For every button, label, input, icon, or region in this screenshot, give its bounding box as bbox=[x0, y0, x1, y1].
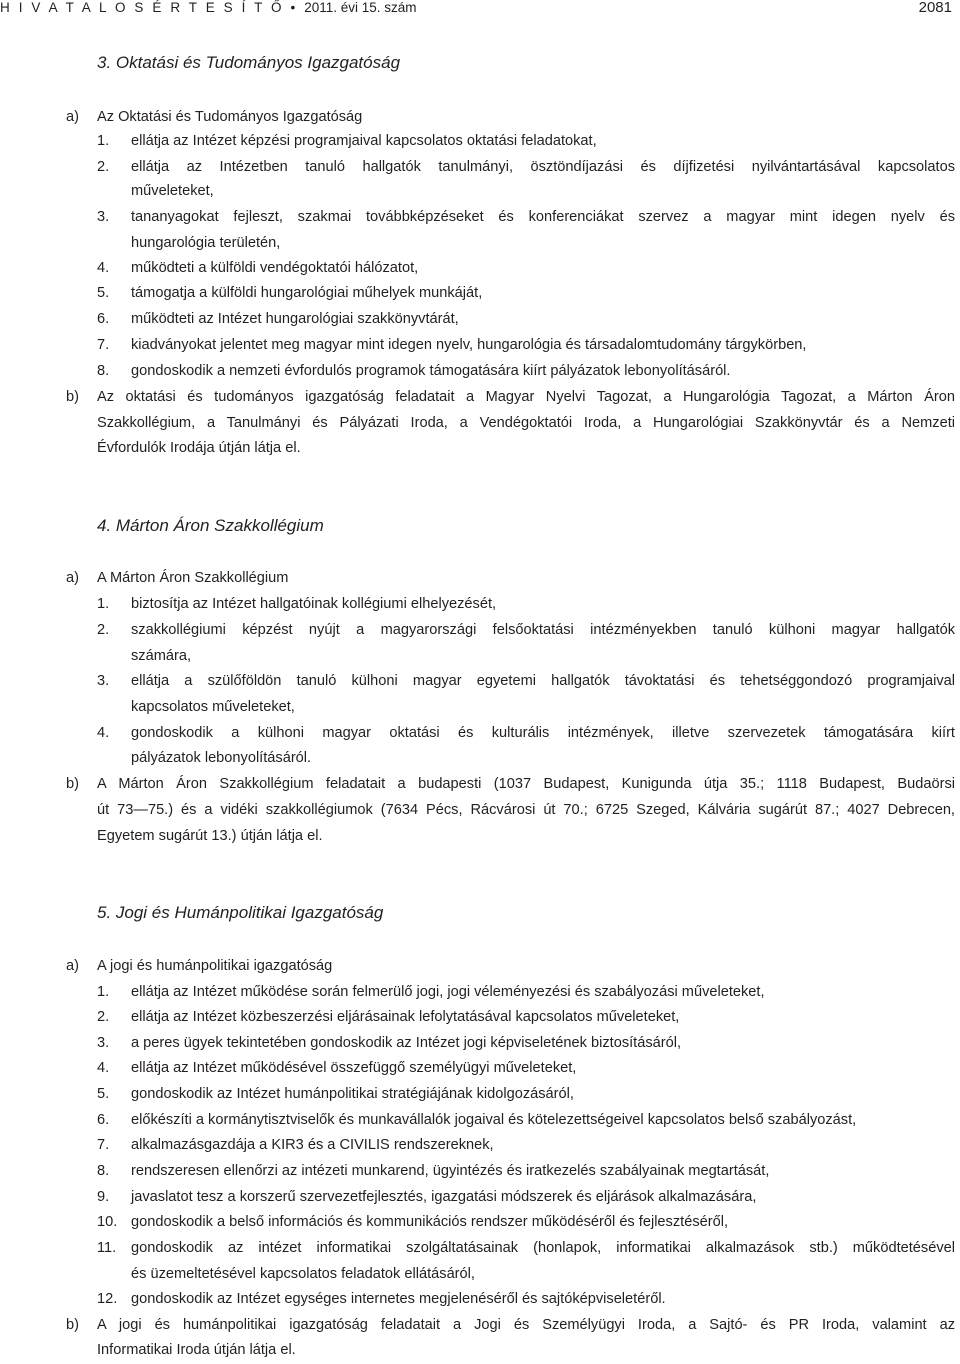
subsection-b-paragraph: b) Az oktatási és tudományos igazgatóság feladatait a Magyar Nyelvi Tagozat, a Hungarológia Tagozat, a Márton Áron bbox=[66, 389, 955, 405]
list-item: 1. ellátja az Intézet képzési programjaival kapcsolatos oktatási feladatokat, bbox=[97, 133, 597, 149]
list-item: 2. ellátja az Intézetben tanuló hallgatók tanulmányi, ösztöndíjazási és díjfizetési nyilvántartásával kapcsolatos bbox=[97, 159, 955, 175]
running-header bbox=[0, 0, 954, 16]
paragraph-continuation: Évfordulók Irodája útján látja el. bbox=[97, 440, 301, 456]
subsection-b-paragraph: b) A Márton Áron Szakkollégium feladatait a budapesti (1037 Budapest, Kunigunda útja 35.; 1118 Budapest, Budaörsi bbox=[66, 776, 955, 792]
paragraph-continuation: Egyetem sugárút 13.) útján látja el. bbox=[97, 828, 323, 844]
list-item: 12. gondoskodik az Intézet egységes internetes megjelenéséről és sajtóképviseletéről. bbox=[97, 1291, 666, 1307]
list-item: 9. javaslatot tesz a korszerű szervezetfejlesztés, igazgatási módszerek és eljárások alkalmazására, bbox=[97, 1189, 757, 1205]
list-item: 3. ellátja a szülőföldön tanuló külhoni magyar egyetemi hallgatók távoktatási és tehetséggondozó programjaival bbox=[97, 673, 955, 689]
list-item: 6. működteti az Intézet hungarológiai szakkönyvtárát, bbox=[97, 311, 459, 327]
list-item-continuation: számára, bbox=[131, 648, 192, 664]
paragraph-continuation: út 73—75.) és a vidéki szakkollégiumok (7634 Pécs, Rácvárosi út 70.; 6725 Szeged, Kálvária sugárút 87.; 4027 Debrecen, bbox=[97, 802, 955, 818]
list-item: 11. gondoskodik az intézet informatikai szolgáltatásainak (honlapok, informatikai alkalmazások stb.) működtetésével bbox=[97, 1240, 955, 1256]
list-item: 7. alkalmazásgazdája a KIR3 és a CIVILIS rendszereknek, bbox=[97, 1137, 494, 1153]
list-item-continuation: és üzemeltetésével kapcsolatos feladatok ellátásáról, bbox=[131, 1266, 475, 1282]
list-item: 2. szakkollégiumi képzést nyújt a magyarországi felsőoktatási intézményekben tanuló külhoni magyar hallgatók bbox=[97, 622, 955, 638]
list-item: 5. gondoskodik az Intézet humánpolitikai stratégiájának kidolgozásáról, bbox=[97, 1086, 574, 1102]
subsection-a-heading: a) Az Oktatási és Tudományos Igazgatóság bbox=[66, 109, 363, 125]
subsection-a-heading: a) A jogi és humánpolitikai igazgatóság bbox=[66, 958, 333, 974]
list-item: 3. tananyagokat fejleszt, szakmai továbbképzéseket és konferenciákat szervez a magyar mint idegen nyelv és bbox=[97, 209, 955, 225]
section-title-5: 5. Jogi és Humánpolitikai Igazgatóság bbox=[97, 903, 384, 922]
subsection-b-paragraph: b) A jogi és humánpolitikai igazgatóság feladatait a Jogi és Személyügyi Iroda, a Sajtó- és PR Iroda, valamint az bbox=[66, 1317, 955, 1333]
list-item-continuation: pályázatok lebonyolításáról. bbox=[131, 750, 312, 766]
section-title-3: 3. Oktatási és Tudományos Igazgatóság bbox=[97, 53, 401, 72]
paragraph-continuation: Informatikai Iroda útján látja el. bbox=[97, 1342, 296, 1358]
paragraph-continuation: Szakkollégium, a Tanulmányi és Pályázati Iroda, a Vendégoktatói Iroda, a Hungarológiai Szakkönyvtár és a Nemzeti bbox=[97, 415, 955, 431]
list-item: 1. ellátja az Intézet működése során felmerülő jogi, jogi véleményezési és szabályozási műveleteket, bbox=[97, 984, 765, 1000]
subsection-a-heading: a) A Márton Áron Szakkollégium bbox=[66, 570, 289, 586]
list-item: 8. gondoskodik a nemzeti évfordulós programok támogatására kiírt pályázatok lebonyolításáról. bbox=[97, 363, 731, 379]
list-item: 1. biztosítja az Intézet hallgatóinak kollégiumi elhelyezését, bbox=[97, 596, 497, 612]
list-item: 8. rendszeresen ellenőrzi az intézeti munkarend, ügyintézés és iratkezelés szabályainak megtartását, bbox=[97, 1163, 770, 1179]
list-item-continuation: műveleteket, bbox=[131, 183, 214, 199]
list-item: 10. gondoskodik a belső információs és kommunikációs rendszer működéséről és fejlesztéséről, bbox=[97, 1214, 729, 1230]
publication-name: H I V A T A L O S É R T E S Í T Ő • 2011. évi 15. szám bbox=[0, 0, 417, 15]
list-item-continuation: kapcsolatos műveleteket, bbox=[131, 699, 295, 715]
list-item: 5. támogatja a külföldi hungarológiai műhelyek munkáját, bbox=[97, 285, 483, 301]
list-item: 4. ellátja az Intézet működésével összefüggő személyügyi műveleteket, bbox=[97, 1060, 577, 1076]
issue-number: 2011. évi 15. szám bbox=[304, 0, 417, 15]
list-item: 2. ellátja az Intézet közbeszerzési eljárásainak lefolytatásával kapcsolatos műveleteket, bbox=[97, 1009, 680, 1025]
list-item: 3. a peres ügyek tekintetében gondoskodik az Intézet jogi képviseletének biztosításáról, bbox=[97, 1035, 682, 1051]
list-item-continuation: hungarológia területén, bbox=[131, 235, 281, 251]
list-item: 6. előkészíti a kormánytisztviselők és munkavállalók jogaival és kötelezettségeivel kapcsolatos belső szabályozást, bbox=[97, 1112, 857, 1128]
page-number: 2081 bbox=[918, 0, 952, 16]
list-item: 7. kiadványokat jelentet meg magyar mint idegen nyelv, hungarológia és társadalomtudomány tárgykörben, bbox=[97, 337, 807, 353]
list-item: 4. gondoskodik a külhoni magyar oktatási és kulturális intézmények, illetve szervezetek támogatására kiírt bbox=[97, 725, 955, 741]
section-title-4: 4. Márton Áron Szakkollégium bbox=[97, 516, 324, 535]
list-item: 4. működteti a külföldi vendégoktatói hálózatot, bbox=[97, 260, 419, 276]
